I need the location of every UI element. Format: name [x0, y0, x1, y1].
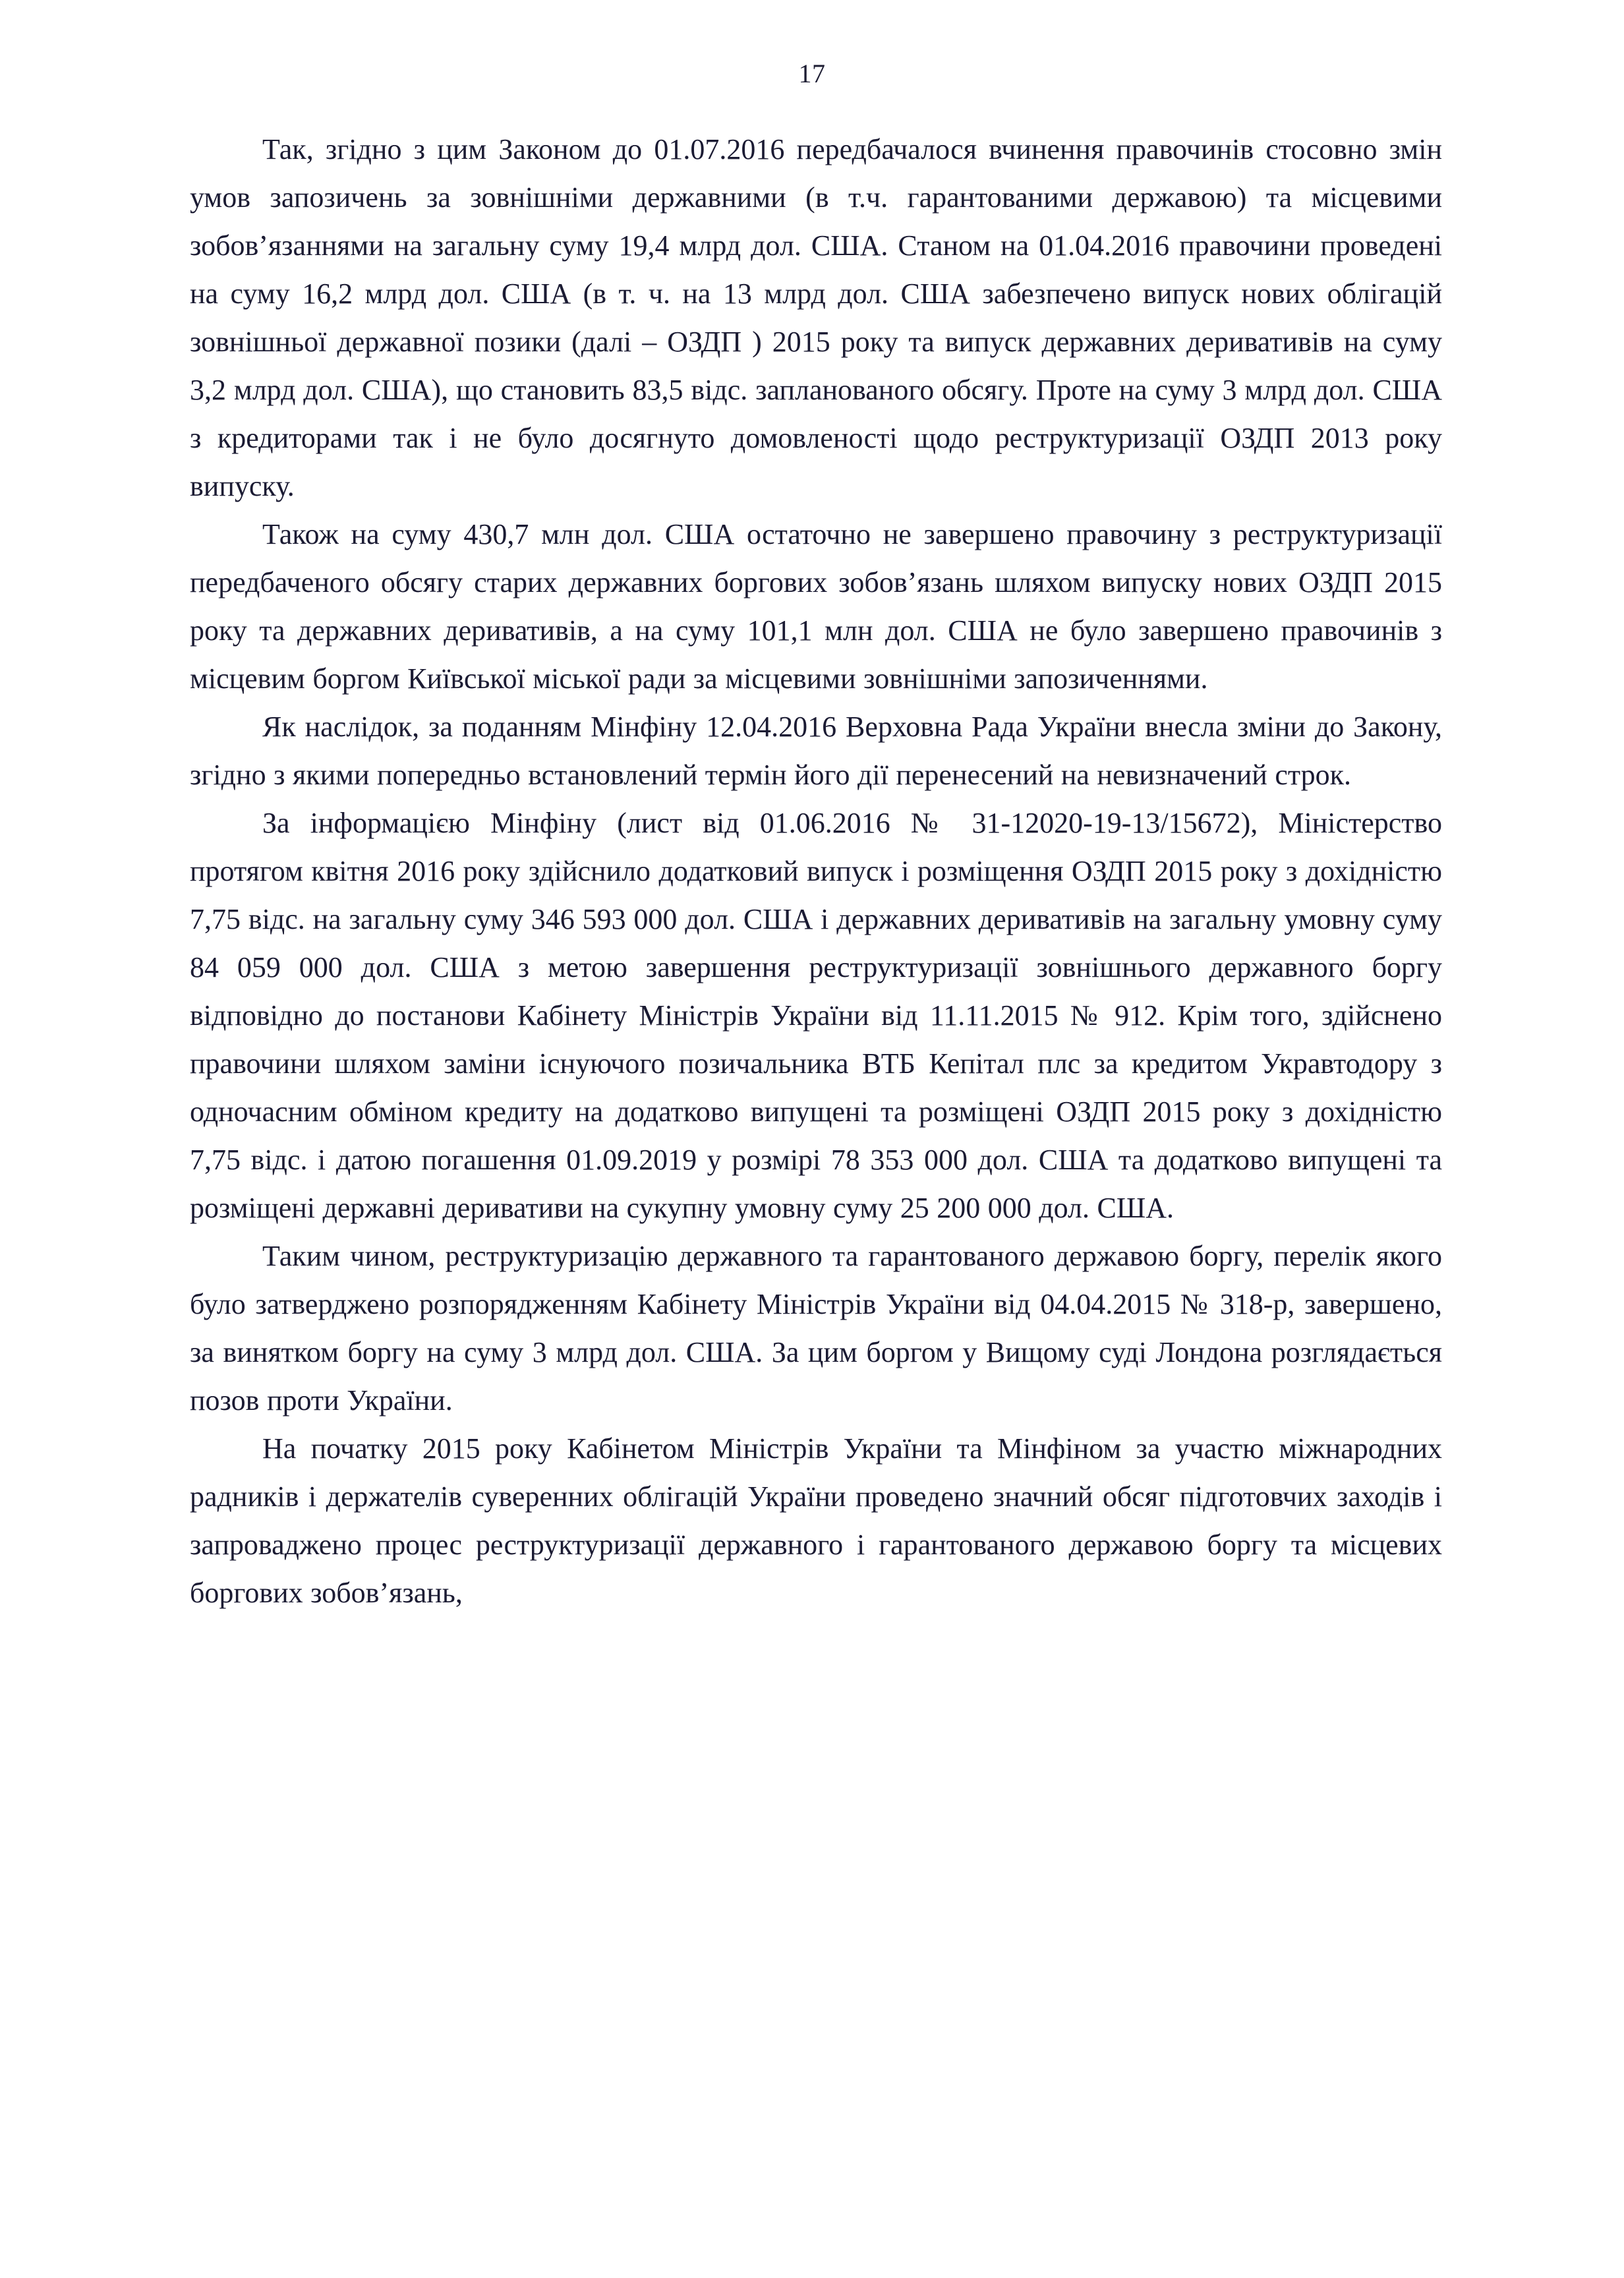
paragraph: Так, згідно з цим Законом до 01.07.2016 передбачалося вчинення правочинів стосовно змін умов запозичень за зовнішніми державними (в т.ч. гарантованими державою) та місцевими зобов’язаннями на загальну суму 19,4 млрд дол. США. Станом на 01.04.2016 правочини проведені на суму 16,2 млрд дол. США (в т. ч. на 13 млрд дол. США забезпечено випуск нових облігацій зовнішньої державної позики (далі – ОЗДП ) 2015 року та випуск державних деривативів на суму 3,2 млрд дол. США), що становить 83,5 відс. запланованого обсягу. Проте на суму 3 млрд дол. США з кредиторами так і не було досягнуто домовленості щодо реструктуризації ОЗДП 2013 року випуску.: [190, 133, 1442, 502]
paragraph: За інформацією Мінфіну (лист від 01.06.2016 № 31-12020-19-13/15672), Міністерство протягом квітня 2016 року здійснило додатковий випуск і розміщення ОЗДП 2015 року з дохідністю 7,75 відс. на загальну суму 346 593 000 дол. США і державних деривативів на загальну умовну суму 84 059 000 дол. США з метою завершення реструктуризації зовнішнього державного боргу відповідно до постанови Кабінету Міністрів України від 11.11.2015 № 912. Крім того, здійснено правочини шляхом заміни існуючого позичальника ВТБ Кепітал плс за кредитом Укравтодору з одночасним обміном кредиту на додатково випущені та розміщені ОЗДП 2015 року з дохідністю 7,75 відс. і датою погашення 01.09.2019 у розмірі 78 353 000 дол. США та додатково випущені та розміщені державні деривативи на сукупну умовну суму 25 200 000 дол. США.: [190, 807, 1442, 1224]
paragraph: Таким чином, реструктуризацію державного та гарантованого державою боргу, перелік якого було затверджено розпорядженням Кабінету Міністрів України від 04.04.2015 № 318-р, завершено, за винятком боргу на суму 3 млрд дол. США. За цим боргом у Вищому суді Лондона розглядається позов проти України.: [190, 1240, 1442, 1416]
page-number: 17: [798, 59, 826, 88]
paragraph: На початку 2015 року Кабінетом Міністрів України та Мінфіном за участю міжнародних радників і держателів суверенних облігацій України проведено значний обсяг підготовчих заходів і запроваджено процес реструктуризації державного і гарантованого державою боргу та місцевих боргових зобов’язань,: [190, 1432, 1442, 1609]
document-body: [190, 125, 1442, 1617]
paragraph: Як наслідок, за поданням Мінфіну 12.04.2016 Верховна Рада України внесла зміни до Закону, згідно з якими попередньо встановлений термін його дії перенесений на невизначений строк.: [190, 711, 1442, 791]
paragraph: Також на суму 430,7 млн дол. США остаточно не завершено правочину з реструктуризації передбаченого обсягу старих державних боргових зобов’язань шляхом випуску нових ОЗДП 2015 року та державних деривативів, а на суму 101,1 млн дол. США не було завершено правочинів з місцевим боргом Київської міської ради за місцевими зовнішніми запозиченнями.: [190, 518, 1442, 695]
